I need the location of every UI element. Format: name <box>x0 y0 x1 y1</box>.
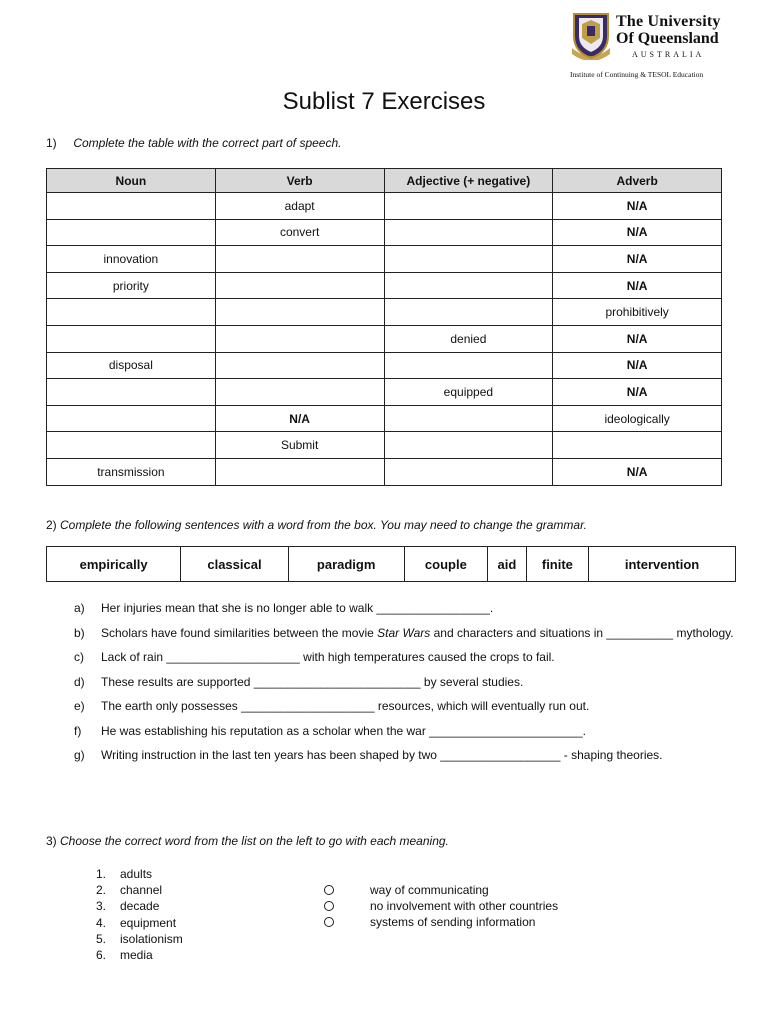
verb-cell[interactable] <box>215 352 384 379</box>
list-number: 2. <box>96 883 107 898</box>
table-row <box>47 193 722 220</box>
adjective-cell[interactable]: equipped <box>384 379 553 406</box>
exercise-1-instruction <box>46 136 342 150</box>
list-word: isolationism <box>120 931 183 946</box>
page-title: Sublist 7 Exercises <box>282 88 486 115</box>
exercise-3-text: Choose the correct word from the list on the left to go with each meaning. <box>56 834 449 848</box>
word-box <box>46 546 736 582</box>
header-noun: Noun <box>47 169 216 193</box>
sentence-label: e) <box>74 699 85 713</box>
sentence-text: Her injuries mean that she is no longer able to walk _________________. <box>101 601 494 615</box>
exercise-1-number: 1) <box>46 136 57 150</box>
list-number: 3. <box>96 899 107 914</box>
answer-circle-icon[interactable] <box>324 901 334 911</box>
noun-cell[interactable] <box>47 325 216 352</box>
noun-cell[interactable] <box>47 432 216 459</box>
sentence-item <box>74 694 754 719</box>
list-number: 6. <box>96 948 107 963</box>
meaning-item <box>324 898 558 914</box>
noun-cell[interactable]: innovation <box>47 246 216 273</box>
sentence-text-title: Star Wars <box>377 625 431 640</box>
adjective-cell[interactable] <box>384 405 553 432</box>
verb-cell[interactable]: N/A <box>215 405 384 432</box>
sentence-label: b) <box>74 625 85 640</box>
table-row <box>47 219 722 246</box>
noun-cell[interactable]: disposal <box>47 352 216 379</box>
table-row <box>47 325 722 352</box>
adjective-cell[interactable] <box>384 458 553 485</box>
list-number: 1. <box>96 867 107 881</box>
adverb-cell[interactable]: N/A <box>553 193 722 220</box>
adjective-cell[interactable] <box>384 432 553 459</box>
verb-cell[interactable] <box>215 299 384 326</box>
verb-cell[interactable] <box>215 379 384 406</box>
verb-cell[interactable]: adapt <box>215 193 384 220</box>
sentence-text-pre: Scholars have found similarities between the movie <box>101 625 378 640</box>
sentence-item <box>74 743 754 768</box>
exercise-3-instruction <box>46 834 449 848</box>
meaning-item <box>324 914 558 930</box>
list-item <box>96 866 183 882</box>
list-item <box>96 931 183 947</box>
adjective-cell[interactable]: denied <box>384 325 553 352</box>
university-name-line2: Of Queensland <box>616 30 719 47</box>
university-logo <box>570 12 750 82</box>
adverb-cell[interactable]: N/A <box>553 272 722 299</box>
adverb-cell[interactable]: N/A <box>553 246 722 273</box>
noun-cell[interactable] <box>47 405 216 432</box>
parts-of-speech-table <box>46 168 722 486</box>
sentence-item <box>74 621 754 646</box>
exercise-2-text: Complete the following sentences with a word from the box. You may need to change the grammar. <box>56 518 587 532</box>
noun-cell[interactable] <box>47 299 216 326</box>
table-row <box>47 458 722 485</box>
answer-circle-icon[interactable] <box>324 885 334 895</box>
list-word: channel <box>120 883 163 898</box>
sentence-label: g) <box>74 748 85 762</box>
adjective-cell[interactable] <box>384 193 553 220</box>
adverb-cell[interactable]: N/A <box>553 379 722 406</box>
sentence-text: Lack of rain ____________________ with high temperatures caused the crops to fail. <box>101 650 555 664</box>
exercise-2-instruction <box>46 518 587 532</box>
noun-cell[interactable] <box>47 193 216 220</box>
adverb-cell[interactable]: N/A <box>553 219 722 246</box>
word-box-item: classical <box>181 547 289 582</box>
header-verb: Verb <box>215 169 384 193</box>
sentence-item <box>74 719 754 744</box>
table-row <box>47 272 722 299</box>
list-item <box>96 898 183 914</box>
adverb-cell[interactable]: ideologically <box>553 405 722 432</box>
verb-cell[interactable] <box>215 246 384 273</box>
sentence-label: d) <box>74 674 85 689</box>
sentence-item <box>74 645 754 670</box>
sentence-text: Writing instruction in the last ten years has been shaped by two __________________ - shaping theories. <box>101 748 663 762</box>
sentence-item <box>74 596 754 621</box>
meaning-item <box>324 882 558 898</box>
table-row <box>47 405 722 432</box>
word-box-item: aid <box>488 547 527 582</box>
institute-name: Institute of Continuing & TESOL Education <box>570 70 704 79</box>
table-row <box>47 352 722 379</box>
table-row <box>47 379 722 406</box>
word-box-item: empirically <box>47 547 181 582</box>
sentence-label: a) <box>74 601 85 615</box>
word-box-item: couple <box>404 547 488 582</box>
meaning-text: no involvement with other countries <box>370 899 559 914</box>
word-box-item: paradigm <box>288 547 404 582</box>
verb-cell[interactable] <box>215 325 384 352</box>
exercise-2-number: 2) <box>46 518 57 532</box>
verb-cell[interactable] <box>215 458 384 485</box>
list-item <box>96 882 183 898</box>
adverb-cell[interactable]: prohibitively <box>553 299 722 326</box>
noun-cell[interactable]: transmission <box>47 458 216 485</box>
table-header-row <box>47 169 722 193</box>
list-item <box>96 947 183 963</box>
word-box-item: finite <box>526 547 588 582</box>
list-word: decade <box>120 899 160 914</box>
adjective-cell[interactable] <box>384 219 553 246</box>
adverb-cell[interactable]: N/A <box>553 325 722 352</box>
meaning-list <box>324 882 558 931</box>
word-box-item: intervention <box>589 547 736 582</box>
list-number: 4. <box>96 915 107 930</box>
sentence-text-post: and characters and situations in __________ mythology. <box>430 625 734 640</box>
list-word: adults <box>120 867 153 881</box>
sentence-text: The earth only possesses ____________________ resources, which will eventually run out. <box>101 699 590 713</box>
adverb-cell[interactable]: N/A <box>553 458 722 485</box>
noun-cell[interactable] <box>47 379 216 406</box>
adverb-cell[interactable] <box>553 432 722 459</box>
verb-cell[interactable]: Submit <box>215 432 384 459</box>
sentence-label: f) <box>74 723 82 738</box>
exercise-1-text: Complete the table with the correct part of speech. <box>73 136 342 150</box>
university-country: AUSTRALIA <box>632 50 705 59</box>
university-crest-icon <box>572 12 610 60</box>
verb-cell[interactable]: convert <box>215 219 384 246</box>
verb-cell[interactable] <box>215 272 384 299</box>
meaning-text: way of communicating <box>370 883 489 897</box>
sentence-list <box>74 596 754 768</box>
adjective-cell[interactable] <box>384 272 553 299</box>
sentence-text: He was establishing his reputation as a scholar when the war _______________________. <box>101 723 587 738</box>
sentence-item <box>74 670 754 695</box>
header-adverb: Adverb <box>553 169 722 193</box>
table-row <box>47 299 722 326</box>
adverb-cell[interactable]: N/A <box>553 352 722 379</box>
matching-word-list <box>96 866 183 963</box>
table-row <box>47 432 722 459</box>
answer-circle-icon[interactable] <box>324 917 334 927</box>
table-row <box>47 246 722 273</box>
word-box-row <box>47 547 736 582</box>
noun-cell[interactable] <box>47 219 216 246</box>
adjective-cell[interactable] <box>384 352 553 379</box>
adjective-cell[interactable] <box>384 246 553 273</box>
list-number: 5. <box>96 931 107 946</box>
list-item <box>96 915 183 931</box>
university-name-line1: The University <box>616 13 721 30</box>
sentence-text: These results are supported _________________________ by several studies. <box>101 674 524 689</box>
list-word: equipment <box>120 915 177 930</box>
exercise-3-number: 3) <box>46 834 57 848</box>
list-word: media <box>120 948 153 963</box>
meaning-text: systems of sending information <box>370 915 536 930</box>
sentence-label: c) <box>74 650 84 664</box>
header-adjective: Adjective (+ negative) <box>384 169 553 193</box>
noun-cell[interactable]: priority <box>47 272 216 299</box>
adjective-cell[interactable] <box>384 299 553 326</box>
